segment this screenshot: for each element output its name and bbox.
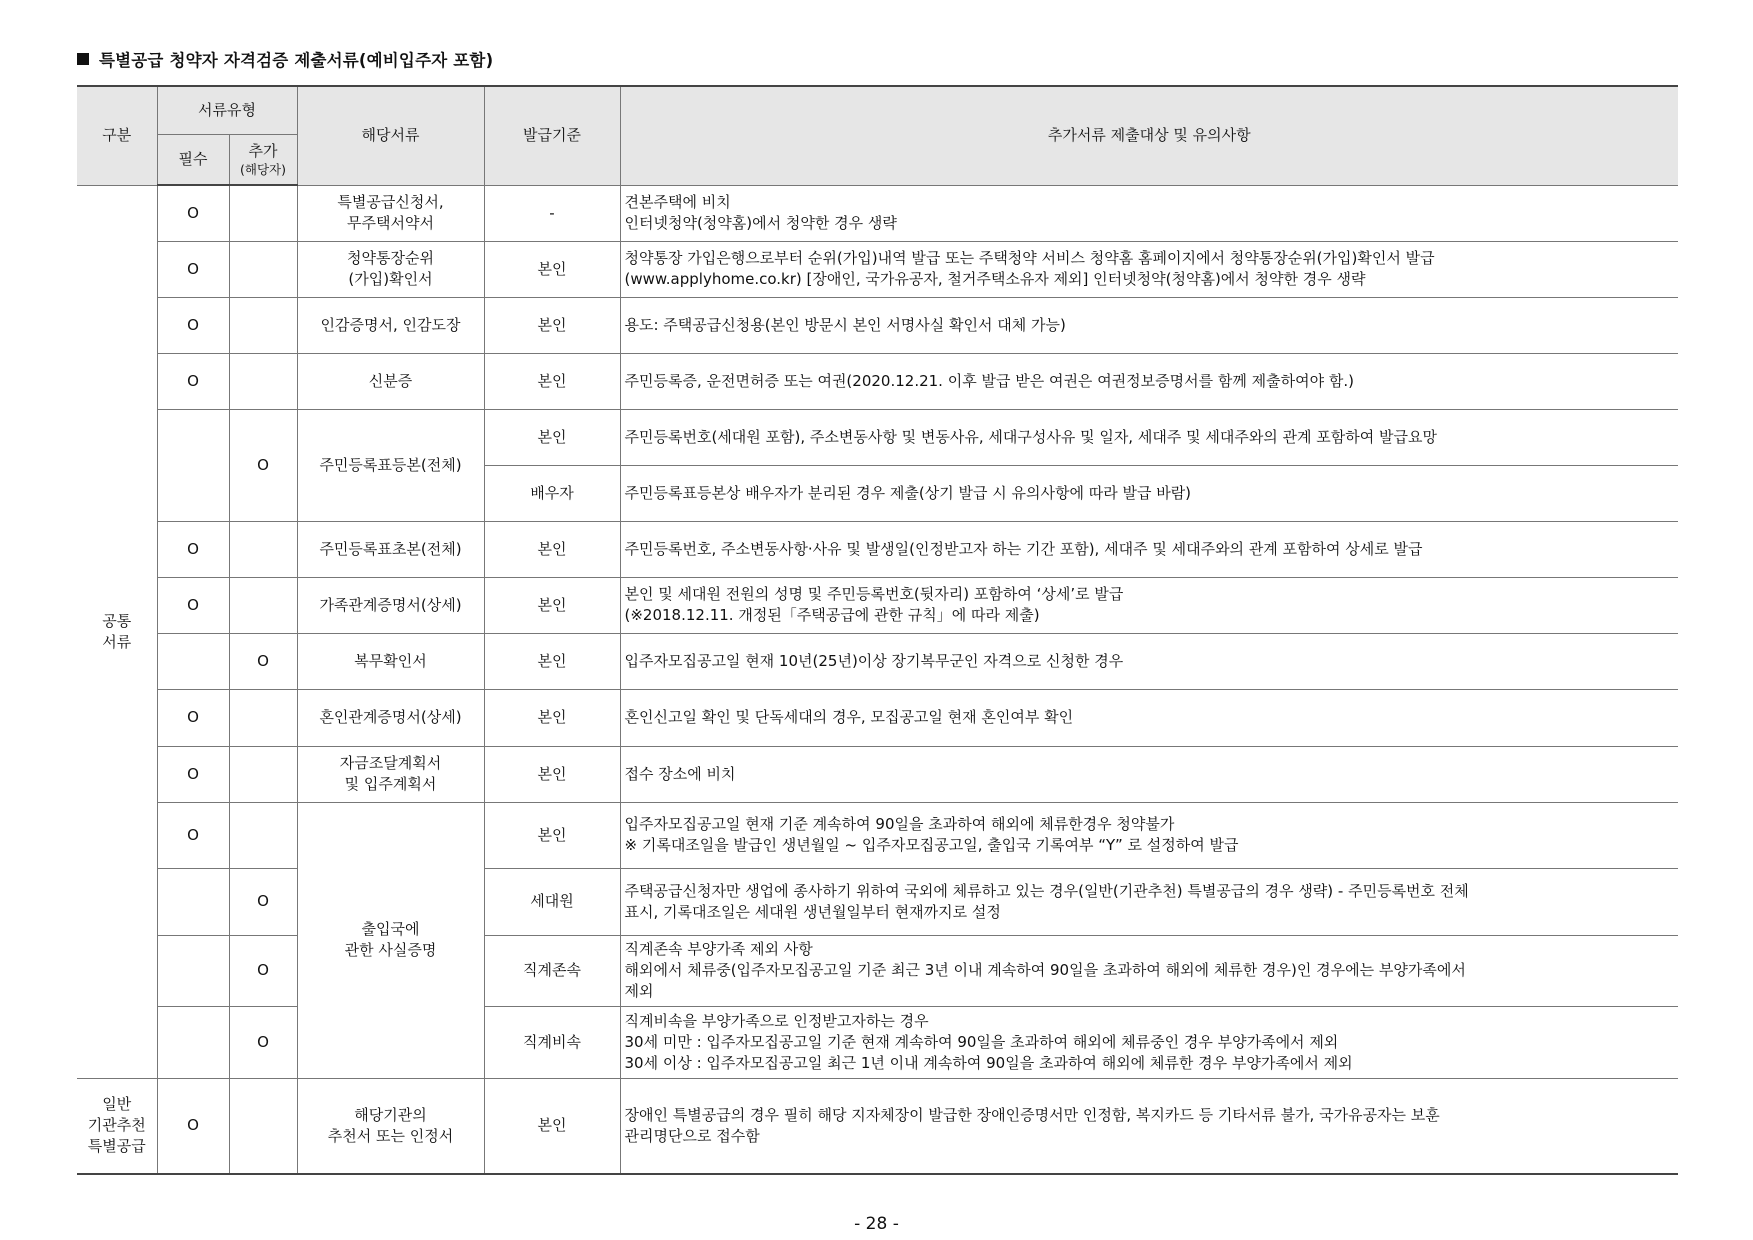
issuer: 본인 [484,1078,620,1174]
note: 주민등록표등본상 배우자가 분리된 경우 제출(상기 발급 시 유의사항에 따라 발급 바람) [620,465,1678,521]
note-line: 30세 이상 : 입주자모집공고일 최근 1년 이내 계속하여 90일을 초과하여 해외에 체류한 경우 부양가족에서 제외 [624,1053,1353,1072]
document-name: 주민등록표초본(전체) [297,521,484,577]
section-heading-text: 특별공급 청약자 자격검증 제출서류(예비입주자 포함) [99,51,494,70]
required-mark [157,1006,229,1078]
issuer: 배우자 [484,465,620,521]
note-line: ※ 기록대조일을 발급인 생년월일 ~ 입주자모집공고일, 출입국 기록여부 “Y” 로 설정하여 발급 [624,836,1239,854]
note-line: 본인 및 세대원 전원의 성명 및 주민등록번호(뒷자리) 포함하여 ‘상세’로 발급 [624,585,1124,603]
issuer: 본인 [484,409,620,465]
table-row [77,1078,1678,1174]
document-name: 주민등록표등본(전체) [297,409,484,521]
issuer: 본인 [484,577,620,633]
group-common-line: 서류 [102,632,132,651]
table-row [77,633,1678,689]
required-mark: O [157,1078,229,1174]
required-mark: O [157,297,229,353]
note [620,1078,1678,1174]
note [620,868,1678,935]
note-line: 장애인 특별공급의 경우 필히 해당 지자체장이 발급한 장애인증명서만 인정함, 복지카드 등 기타서류 불가, 국가유공자는 보훈 [624,1105,1440,1124]
issuer: 본인 [484,353,620,409]
section-heading [77,47,493,71]
required-mark: O [157,746,229,802]
document-line: 출입국에 [361,920,420,938]
issuer: 본인 [484,521,620,577]
table-row [77,802,1678,868]
note-line: (www.applyhome.co.kr) [장애인, 국가유공자, 철거주택소유자 제외] 인터넷청약(청약홈)에서 청약한 경우 생략 [624,270,1366,288]
note: 입주자모집공고일 현재 10년(25년)이상 장기복무군인 자격으로 신청한 경우 [620,633,1678,689]
additional-mark: O [229,935,297,1006]
required-mark [157,409,229,521]
document-line: 특별공급신청서, [337,193,444,211]
table-row [77,689,1678,746]
note-line: 주택공급신청자만 생업에 종사하기 위하여 국외에 체류하고 있는 경우(일반(기관추천) 특별공급의 경우 생략) - 주민등록번호 전체 [624,881,1469,900]
note [620,577,1678,633]
note-line: 제외 [624,982,654,1000]
table-row [77,297,1678,353]
header-additional-sub: (해당자) [240,161,286,177]
note-line: 해외에서 체류중(입주자모집공고일 기준 최근 3년 이내 계속하여 90일을 초과하여 해외에 체류한 경우)인 경우에는 부양가족에서 [624,961,1466,979]
note [620,241,1678,297]
document-name: 인감증명서, 인감도장 [297,297,484,353]
document-name: 혼인관계증명서(상세) [297,689,484,746]
document-name [297,1078,484,1174]
table-row [77,521,1678,577]
header-notes: 추가서류 제출대상 및 유의사항 [620,86,1678,185]
required-mark [157,633,229,689]
additional-mark [229,521,297,577]
document-name: 가족관계증명서(상세) [297,577,484,633]
note [620,802,1678,868]
note [620,935,1678,1006]
document-name [297,802,484,1078]
note: 주민등록번호, 주소변동사항·사유 및 발생일(인정받고자 하는 기간 포함), 세대주 및 세대주와의 관계 포함하여 상세로 발급 [620,521,1678,577]
required-mark: O [157,577,229,633]
required-mark: O [157,353,229,409]
note-line: 직계존속 부양가족 제외 사항 [624,940,813,958]
document-line: 관한 사실증명 [344,941,437,959]
table-row [77,353,1678,409]
note-line: 견본주택에 비치 [624,193,731,211]
note: 용도: 주택공급신청용(본인 방문시 본인 서명사실 확인서 대체 가능) [620,297,1678,353]
issuer: 본인 [484,633,620,689]
header-group: 구분 [77,86,157,185]
additional-mark: O [229,633,297,689]
issuer: 세대원 [484,868,620,935]
note-line: 입주자모집공고일 현재 기준 계속하여 90일을 초과하여 해외에 체류한경우 청약불가 [624,815,1175,833]
group-general [77,1078,157,1174]
document-line: 청약통장순위 [347,249,434,267]
document-line: (가입)확인서 [348,270,433,288]
table-row [77,577,1678,633]
issuer: 본인 [484,297,620,353]
document-line: 추천서 또는 인정서 [327,1126,454,1145]
group-general-line: 일반 [102,1095,132,1114]
group-general-line: 기관추천 [87,1116,146,1135]
group-general-line: 특별공급 [87,1137,146,1156]
additional-mark [229,297,297,353]
page-number: - 28 - [854,1214,899,1234]
additional-mark: O [229,409,297,521]
required-mark: O [157,802,229,868]
document-line: 자금조달계획서 [339,754,442,772]
header-additional-label: 추가 [248,141,278,160]
document-name: 신분증 [297,353,484,409]
header-doc-type: 서류유형 [157,86,297,134]
required-mark: O [157,185,229,241]
header-issuer: 발급기준 [484,86,620,185]
additional-mark [229,1078,297,1174]
note-line: (※2018.12.11. 개정된「주택공급에 관한 규칙」에 따라 제출) [624,606,1040,624]
note-line: 청약통장 가입은행으로부터 순위(가입)내역 발급 또는 주택청약 서비스 청약홈 홈페이지에서 청약통장순위(가입)확인서 발급 [624,249,1435,267]
additional-mark: O [229,1006,297,1078]
group-common [77,185,157,1078]
additional-mark [229,241,297,297]
table-row [77,746,1678,802]
note: 주민등록번호(세대원 포함), 주소변동사항 및 변동사유, 세대구성사유 및 일자, 세대주 및 세대주와의 관계 포함하여 발급요망 [620,409,1678,465]
note-line: 관리명단으로 접수함 [624,1126,760,1145]
required-mark: O [157,689,229,746]
table-row [77,409,1678,465]
document-name [297,746,484,802]
note [620,185,1678,241]
issuer: 직계존속 [484,935,620,1006]
document-name [297,185,484,241]
header-required: 필수 [157,134,229,185]
black-square-icon [77,53,89,65]
note: 접수 장소에 비치 [620,746,1678,802]
issuer: - [484,185,620,241]
document-line: 무주택서약서 [347,214,434,232]
issuer: 본인 [484,746,620,802]
additional-mark [229,802,297,868]
document-line: 해당기관의 [354,1105,427,1124]
additional-mark: O [229,868,297,935]
required-mark: O [157,241,229,297]
note: 혼인신고일 확인 및 단독세대의 경우, 모집공고일 현재 혼인여부 확인 [620,689,1678,746]
additional-mark [229,185,297,241]
required-mark [157,935,229,1006]
issuer: 본인 [484,241,620,297]
document-name: 복무확인서 [297,633,484,689]
issuer: 직계비속 [484,1006,620,1078]
required-mark: O [157,521,229,577]
note-line: 직계비속을 부양가족으로 인정받고자하는 경우 [624,1011,929,1030]
group-common-line: 공통 [102,611,132,630]
header-additional [229,134,297,185]
header-document: 해당서류 [297,86,484,185]
note [620,1006,1678,1078]
table-row [77,241,1678,297]
document-line: 및 입주계획서 [344,775,437,793]
note-line: 30세 미만 : 입주자모집공고일 기준 현재 계속하여 90일을 초과하여 해외에 체류중인 경우 부양가족에서 제외 [624,1032,1339,1051]
note: 주민등록증, 운전면허증 또는 여권(2020.12.21. 이후 발급 받은 여권은 여권정보증명서를 함께 제출하여야 함.) [620,353,1678,409]
required-mark [157,868,229,935]
note-line: 인터넷청약(청약홈)에서 청약한 경우 생략 [624,214,897,232]
note-line: 표시, 기록대조일은 세대원 생년월일부터 현재까지로 설정 [624,902,1001,921]
additional-mark [229,689,297,746]
additional-mark [229,746,297,802]
documents-table [77,85,1678,1175]
table-row [77,185,1678,241]
additional-mark [229,353,297,409]
issuer: 본인 [484,802,620,868]
issuer: 본인 [484,689,620,746]
additional-mark [229,577,297,633]
document-name [297,241,484,297]
